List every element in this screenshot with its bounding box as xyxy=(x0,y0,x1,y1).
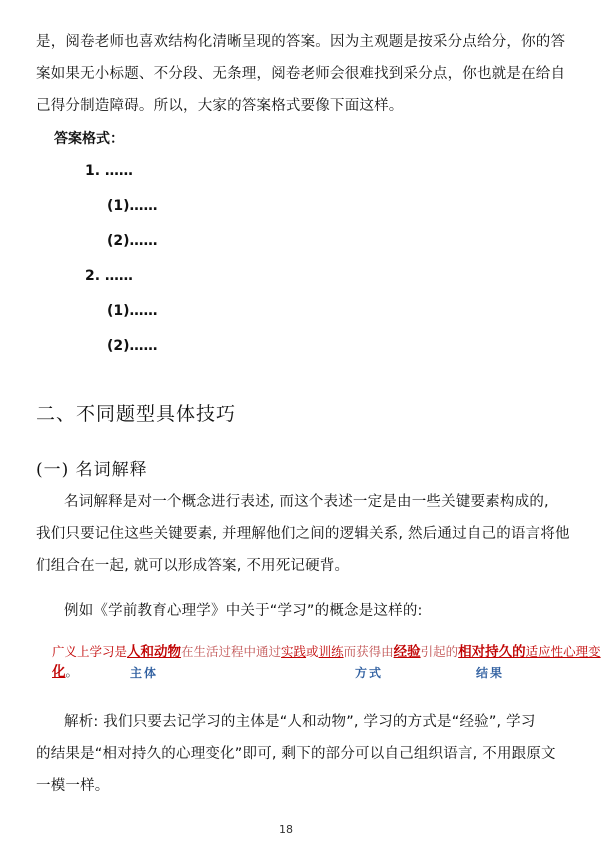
intro-line-3: 己得分制造障碍。所以，大家的答案格式要像下面这样。 xyxy=(36,98,404,114)
analysis-line-1: 解析: 我们只要去记学习的主体是“人和动物”, 学习的方式是“经验”, 学习 xyxy=(64,714,536,730)
format-item-1: 1. …… xyxy=(85,163,133,179)
analysis-line-2: 的结果是“相对持久的心理变化”即可, 剩下的部分可以自己组织语言, 不用跟原文 xyxy=(36,746,556,762)
intro-line-1: 是，阅卷老师也喜欢结构化清晰呈现的答案。因为主观题是按采分点给分，你的答 xyxy=(36,34,566,50)
body-line-1: 名词解释是对一个概念进行表述, 而这个表述一定是由一些关键要素构成的, xyxy=(64,494,549,510)
answer-format-title: 答案格式： xyxy=(54,131,124,147)
def-seg-5: 或 xyxy=(306,644,319,659)
def-seg-2: 人和动物 xyxy=(127,644,182,660)
def-seg-10: 相对持久的 xyxy=(458,644,526,660)
format-item-1-2: (2)…… xyxy=(107,233,158,249)
body-line-3: 们组合在一起, 就可以形成答案, 不用死记硬背。 xyxy=(36,558,350,574)
def-seg-3: 在生活过程中通过 xyxy=(181,644,282,659)
def-seg-6: 训练 xyxy=(318,644,344,659)
subsection-title: (一) 名词解释 xyxy=(36,460,148,480)
format-item-1-1: (1)…… xyxy=(107,198,158,214)
def-seg-11: 适应性心理变 xyxy=(525,644,601,659)
def-seg-1: 广义上学习是 xyxy=(52,644,128,659)
def-seg-13: 。 xyxy=(65,664,79,679)
def-seg-12: 化 xyxy=(52,664,66,680)
section-title: 二、不同题型具体技巧 xyxy=(36,403,237,425)
definition-line-2 xyxy=(52,660,78,680)
format-item-2-1: (1)…… xyxy=(107,303,158,319)
format-item-2-2: (2)…… xyxy=(107,338,158,354)
def-seg-8: 经验 xyxy=(393,644,421,660)
def-seg-4: 实践 xyxy=(281,644,307,659)
label-method: 方式 xyxy=(355,666,384,680)
page-number: 18 xyxy=(279,823,293,836)
def-seg-7: 而获得由 xyxy=(343,644,394,659)
body-line-2: 我们只要记住这些关键要素, 并理解他们之间的逻辑关系, 然后通过自己的语言将他 xyxy=(36,526,570,542)
example-intro: 例如《学前教育心理学》中关于“学习”的概念是这样的: xyxy=(64,603,423,619)
label-result: 结果 xyxy=(476,666,505,680)
intro-line-2: 案如果无小标题、不分段、无条理，阅卷老师会很难找到采分点，你也就是在给自 xyxy=(36,66,566,82)
analysis-line-3: 一模一样。 xyxy=(36,778,110,794)
label-subject: 主体 xyxy=(130,666,159,680)
def-seg-9: 引起的 xyxy=(420,644,459,659)
definition-line-1 xyxy=(52,640,601,660)
format-item-2: 2. …… xyxy=(85,268,133,284)
